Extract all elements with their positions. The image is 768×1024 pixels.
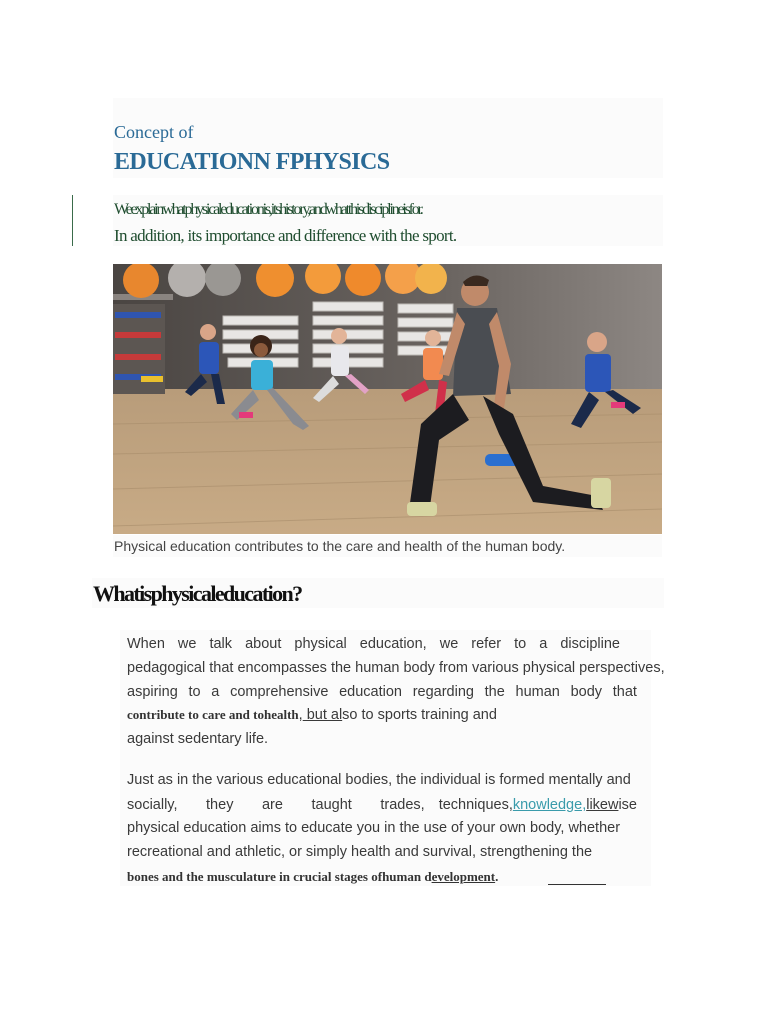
paragraph-2-line-4: recreational and athletic, or simply health and survival, strengthening the <box>127 844 593 860</box>
justified-words <box>127 797 439 813</box>
word: we <box>439 636 459 652</box>
word: the <box>484 684 505 700</box>
word: trades, <box>380 797 425 813</box>
word: talk <box>209 636 233 652</box>
intro-line-2: In addition, its importance and difference with the sport. <box>114 226 457 245</box>
word: about <box>245 636 282 652</box>
paragraph-1-line-1 <box>127 636 620 652</box>
word: aspiring <box>127 684 178 700</box>
caption-block <box>113 535 662 557</box>
bold-phrase: bones and the musculature in crucial stages ofhuman d <box>127 869 432 884</box>
word: they <box>206 797 234 813</box>
paragraph-2-line-5: bones and the musculature in crucial stages ofhuman development. <box>127 869 499 884</box>
word: regarding <box>412 684 474 700</box>
photo-physical-education-class <box>113 264 662 534</box>
word: When <box>127 636 165 652</box>
underlined-phrase: but al <box>302 707 343 723</box>
page-kicker: Concept of <box>114 122 194 142</box>
bold-phrase: contribute to care and tohealth <box>127 707 299 722</box>
word: to <box>188 684 201 700</box>
word: discipline <box>560 636 620 652</box>
paragraph-2-line-3: physical education aims to educate you in the use of your own body, whether <box>127 820 621 836</box>
word: a <box>539 636 548 652</box>
word: body <box>570 684 603 700</box>
knowledge-link[interactable]: knowledge, <box>512 797 587 813</box>
word: comprehensive <box>230 684 329 700</box>
word: physical <box>294 636 347 652</box>
paragraph-1-line-2: pedagogical that encompasses the human body from various physical perspectives, <box>127 660 665 676</box>
word: socially, <box>127 797 178 813</box>
intro-accent-bar <box>72 195 73 246</box>
word: refer <box>471 636 502 652</box>
word: education <box>339 684 402 700</box>
trailing-rule <box>548 884 606 885</box>
word: human <box>515 684 560 700</box>
word: to <box>514 636 527 652</box>
page-title: EDUCATIONN FPHYSICS <box>114 149 390 175</box>
section-heading: Whatisphysicaleducation? <box>93 581 302 606</box>
paragraph-2-line-2: socially, they are taught trades, techniques, knowledge, likew ise <box>127 797 637 813</box>
underlined-word: likew <box>586 797 619 813</box>
paragraph-1-line-5: against sedentary life. <box>127 731 269 747</box>
word: education, <box>359 636 427 652</box>
word: we <box>177 636 197 652</box>
title-block <box>113 98 663 178</box>
paragraph-1-line-3 <box>127 684 637 700</box>
word: that <box>612 684 637 700</box>
intro-line-1: Weexplainwhatphysicaleducationis,itshistory,andwhatthisdisciplineisfor. <box>114 201 422 218</box>
underlined-phrase: evelopment <box>431 869 496 884</box>
word: a <box>211 684 220 700</box>
word: taught <box>311 797 352 813</box>
section-heading-block <box>92 578 664 608</box>
intro-block <box>113 195 663 246</box>
word: are <box>261 797 283 813</box>
paragraph-2-line-1: Just as in the various educational bodies, the individual is formed mentally and <box>127 772 631 788</box>
photo-illustration <box>113 264 662 534</box>
paragraph-1-line-4: contribute to care and tohealth, but also to sports training and <box>127 707 497 723</box>
photo-caption: Physical education contributes to the care and health of the human body. <box>114 538 566 554</box>
